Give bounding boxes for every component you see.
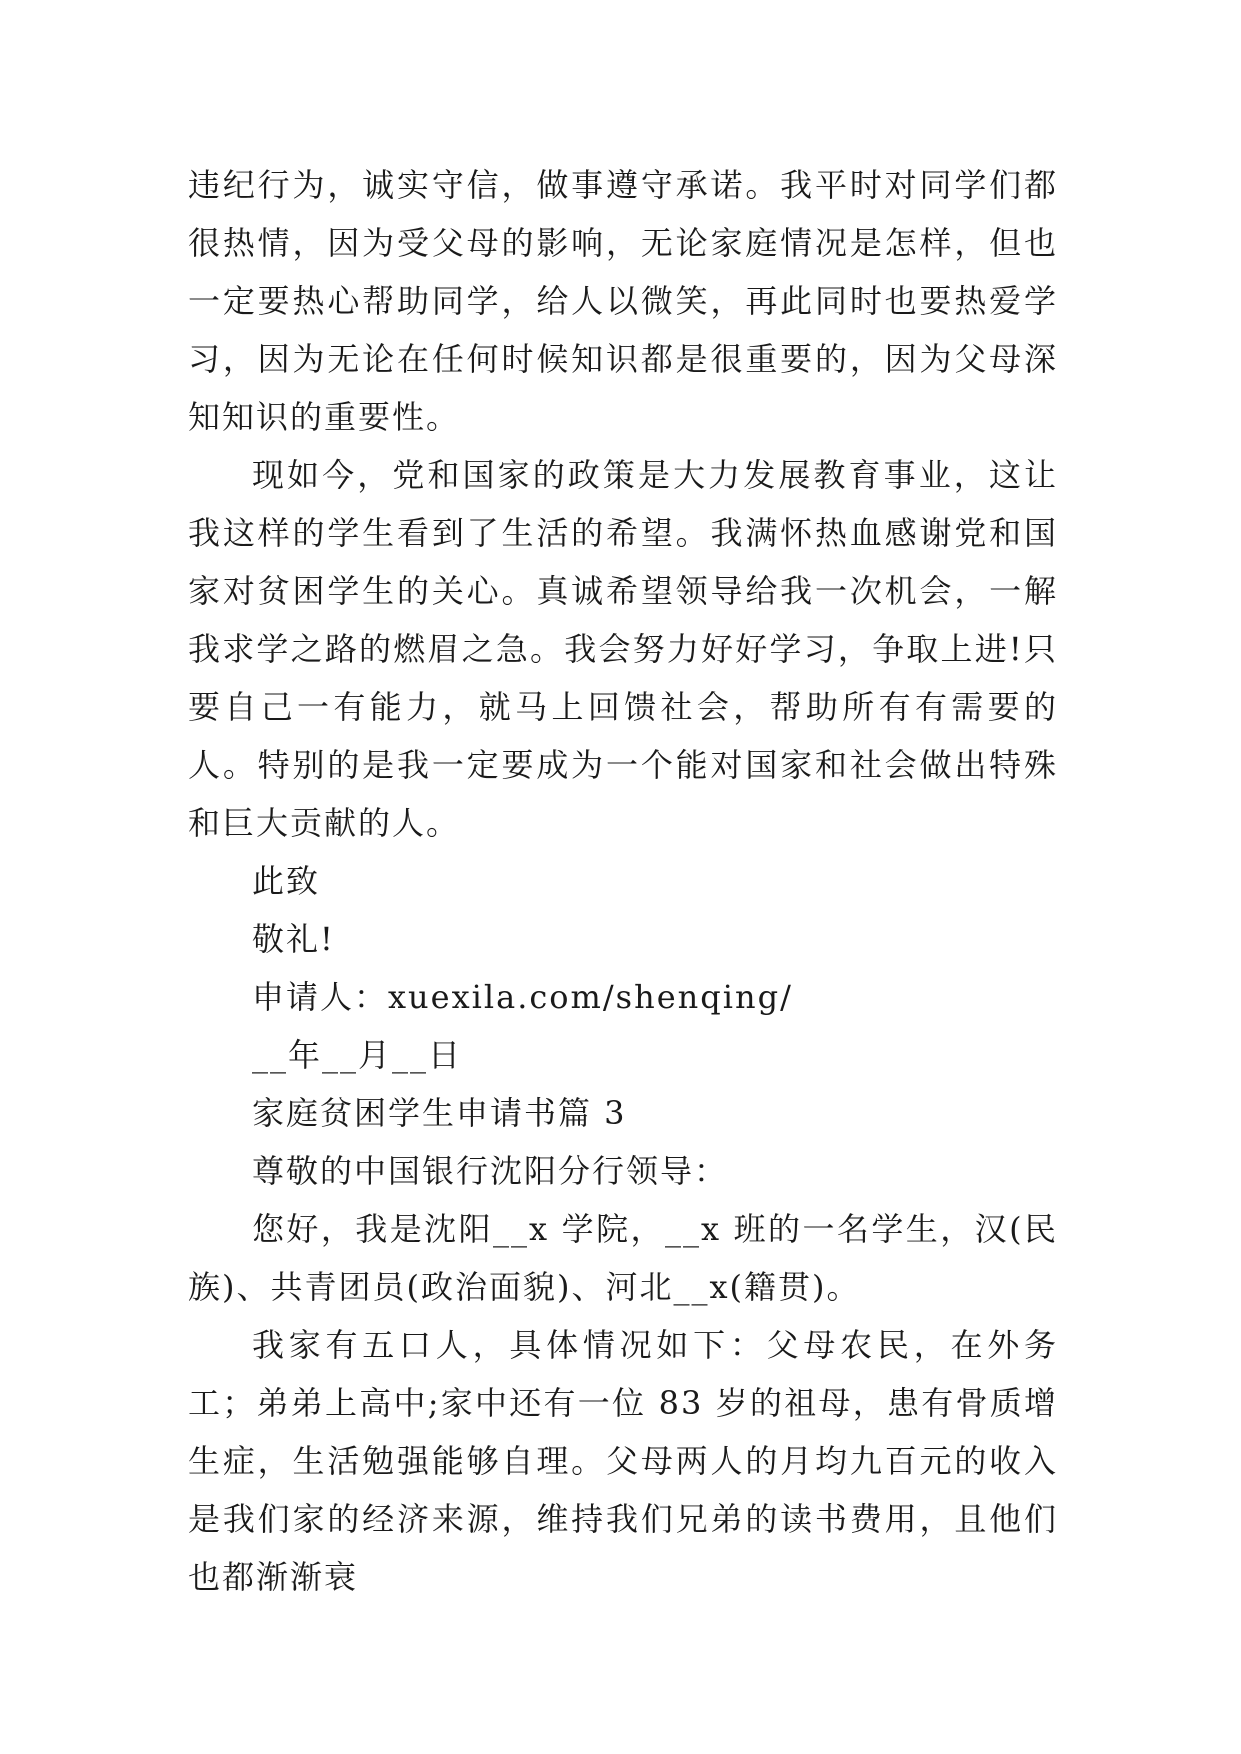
document-body bbox=[188, 156, 1058, 1606]
paragraph-family: 我家有五口人，具体情况如下：父母农民，在外务工；弟弟上高中;家中还有一位 83 岁的祖母，患有骨质增生症，生活勉强能够自理。父母两人的月均九百元的收入是我们家的经济来源，维持我们兄弟的读书费用，且他们也都渐渐衰 bbox=[188, 1326, 1058, 1596]
section-title: 家庭贫困学生申请书篇 3 bbox=[252, 1094, 627, 1132]
applicant-line: 申请人：xuexila.com/shenqing/ bbox=[252, 978, 793, 1016]
greeting-line: 尊敬的中国银行沈阳分行领导： bbox=[252, 1152, 729, 1190]
paragraph-policy: 现如今，党和国家的政策是大力发展教育事业，这让我这样的学生看到了生活的希望。我满怀热血感谢党和国家对贫困学生的关心。真诚希望领导给我一次机会，一解我求学之路的燃眉之急。我会努力好好学习，争取上进!只要自己一有能力，就马上回馈社会，帮助所有有需要的人。特别的是我一定要成为一个能对国家和社会做出特殊和巨大贡献的人。 bbox=[188, 456, 1058, 842]
paragraph-intro: 您好，我是沈阳__x 学院，__x 班的一名学生，汉(民族)、共青团员(政治面貌)、河北__x(籍贯)。 bbox=[188, 1210, 1058, 1306]
date-line: __年__月__日 bbox=[252, 1036, 463, 1074]
paragraph-continued: 违纪行为，诚实守信，做事遵守承诺。我平时对同学们都很热情，因为受父母的影响，无论家庭情况是怎样，但也一定要热心帮助同学，给人以微笑，再此同时也要热爱学习，因为无论在任何时候知识都是很重要的，因为父母深知知识的重要性。 bbox=[188, 166, 1058, 436]
closing-line: 此致 bbox=[252, 862, 321, 900]
salute-line: 敬礼! bbox=[252, 920, 335, 958]
